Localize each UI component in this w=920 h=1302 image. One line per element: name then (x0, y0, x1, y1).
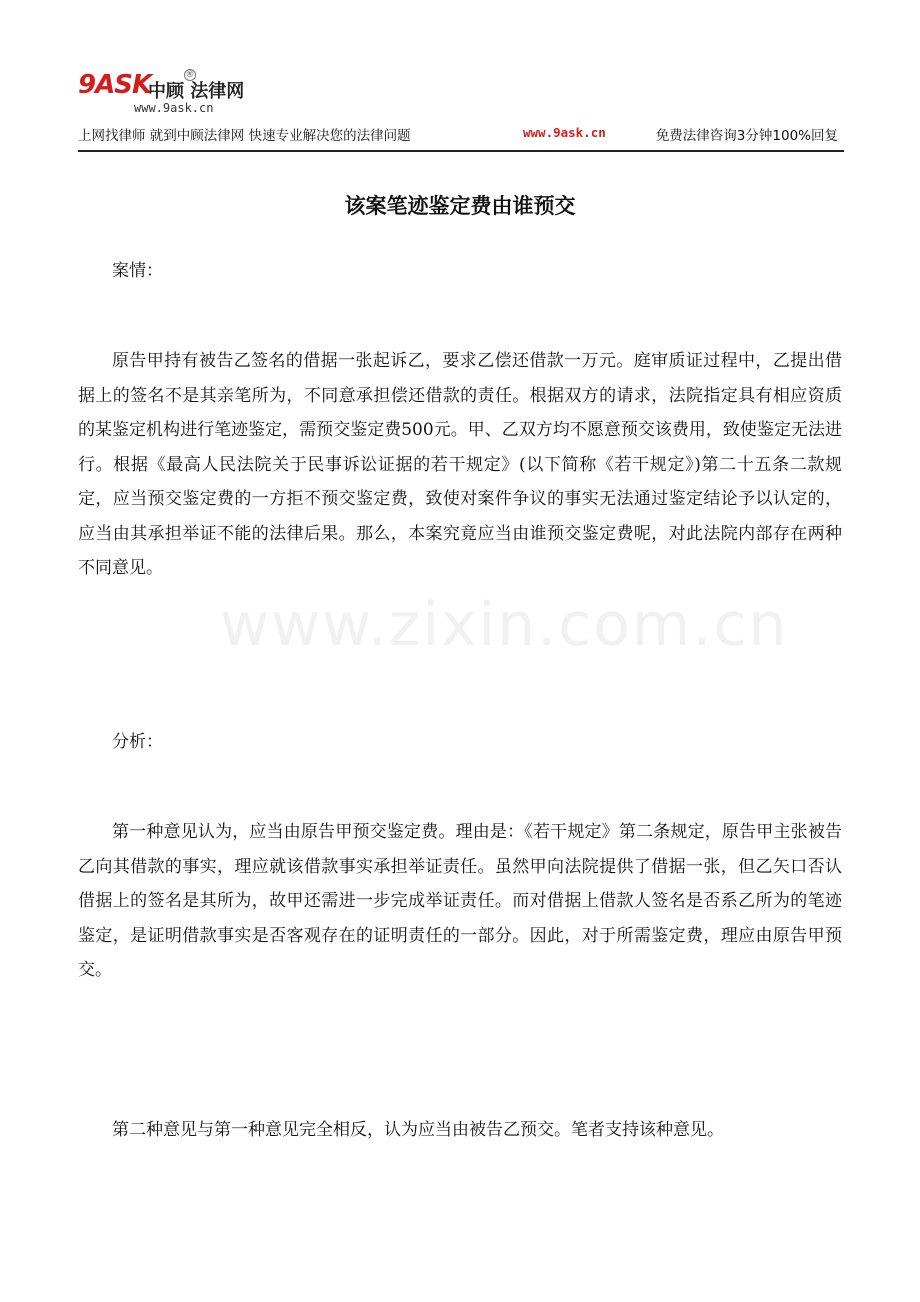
watermark: www.zixin.com.cn (220, 590, 789, 660)
logo-chinese-name: 中顾 法律网 (148, 81, 245, 102)
paragraph-case-facts: 原告甲持有被告乙签名的借据一张起诉乙，要求乙偿还借款一万元。庭审质证过程中，乙提出借据上的签名不是其亲笔所为，不同意承担偿还借款的责任。根据双方的请求，法院指定具有相应资质的某鉴定机构进行笔迹鉴定，需预交鉴定费500元。甲、乙双方均不愿意预交该费用，致使鉴定无法进行。根据《最高人民法院关于民事诉讼证据的若干规定》(以下简称《若干规定》)第二十五条二款规定，应当预交鉴定费的一方拒不预交鉴定费，致使对案件争议的事实无法通过鉴定结论予以认定的，应当由其承担举证不能的法律后果。那么，本案究竟应当由谁预交鉴定费呢，对此法院内部存在两种不同意见。 (78, 351, 842, 578)
paragraph-first-opinion: 第一种意见认为，应当由原告甲预交鉴定费。理由是：《若干规定》第二条规定，原告甲主张被告乙向其借款的事实，理应就该借款事实承担举证责任。虽然甲向法院提供了借据一张，但乙矢口否认借据上的签名是其所为，故甲还需进一步完成举证责任。而对借据上借款人签名是否系乙所为的笔迹鉴定，是证明借款事实是否客观存在的证明责任的一部分。因此，对于所需鉴定费，理应由原告甲预交。 (78, 822, 842, 980)
logo-mark: 9ASK (78, 70, 152, 100)
registered-mark: ® (185, 70, 195, 80)
header-slogan: 上网找律师 就到中顾法律网 快速专业解决您的法律问题 (78, 128, 411, 144)
logo-url: www.9ask.cn (134, 101, 214, 115)
document-title: 该案笔迹鉴定费由谁预交 (344, 193, 576, 218)
section-heading-case: 案情： (112, 261, 163, 281)
paragraph-second-opinion: 第二种意见与第一种意见完全相反，认为应当由被告乙预交。笔者支持该种意见。 (112, 1120, 724, 1140)
header-site-link[interactable]: www.9ask.cn (523, 125, 606, 140)
page-header (78, 68, 844, 152)
header-divider (78, 150, 844, 152)
header-consult-text: 免费法律咨询3分钟100%回复 (655, 128, 838, 144)
site-logo[interactable] (78, 68, 278, 118)
section-heading-analysis: 分析： (112, 732, 163, 752)
